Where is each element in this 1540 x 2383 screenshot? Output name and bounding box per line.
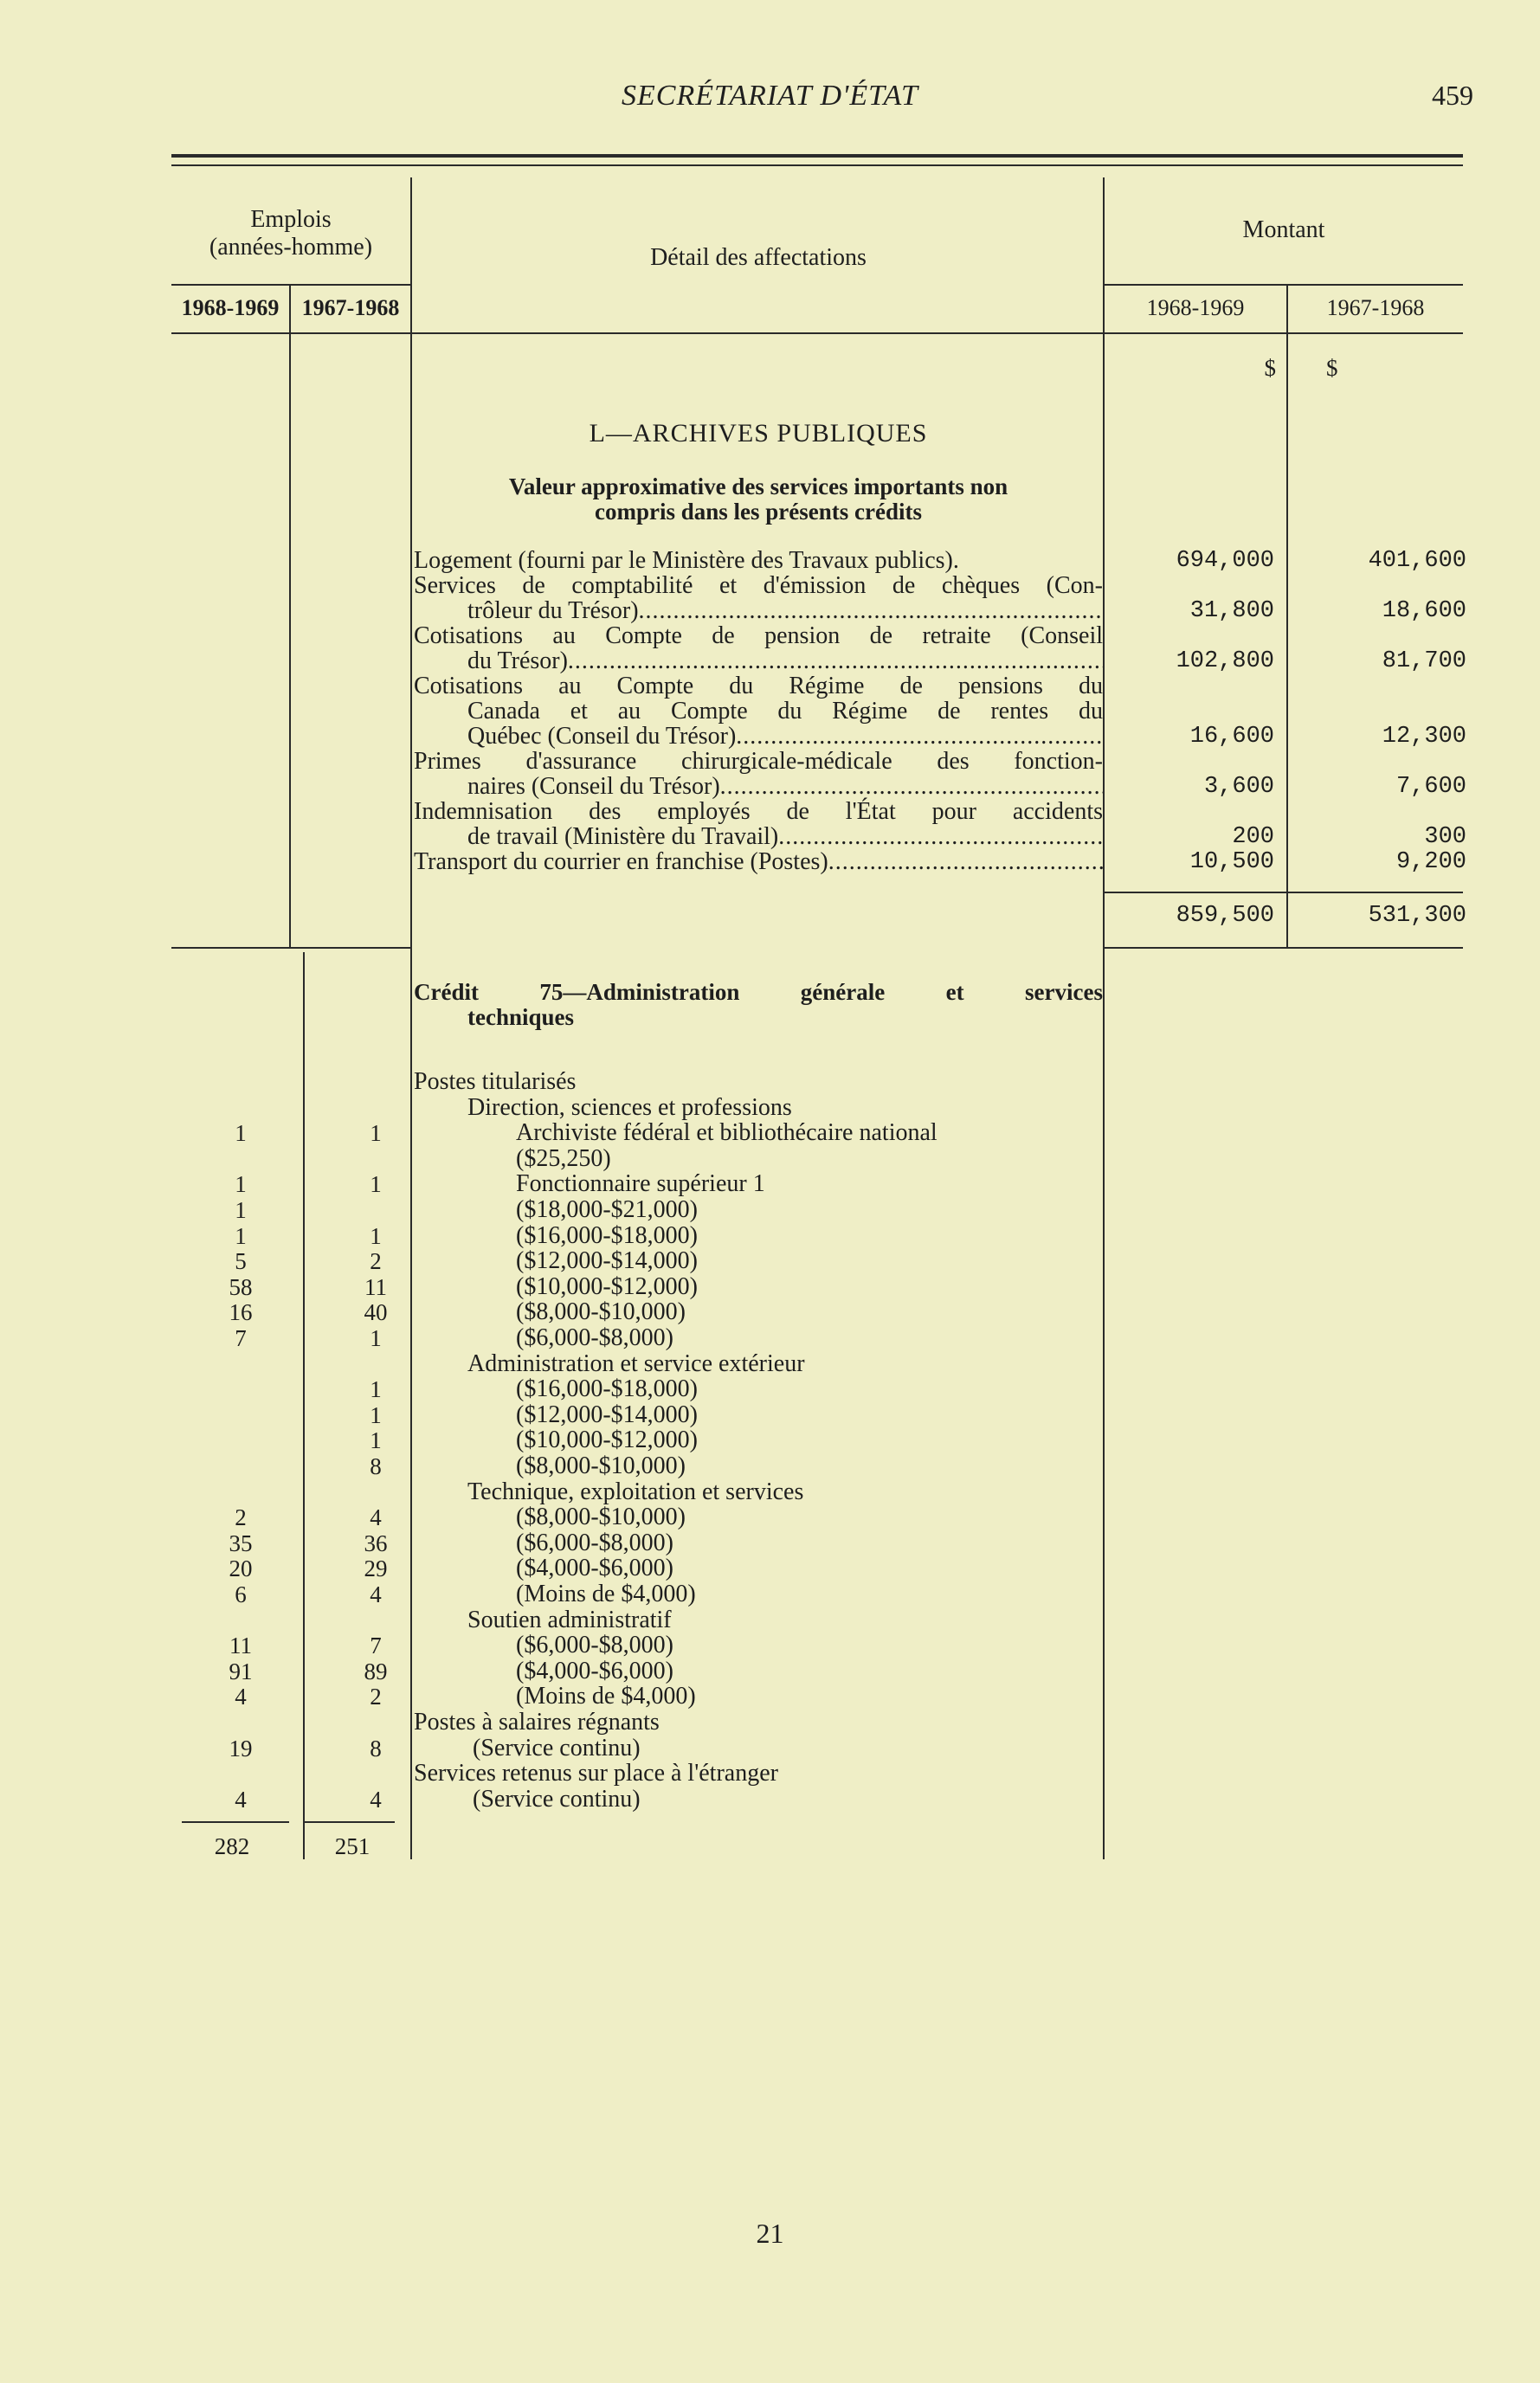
s2-row-emplois-1967: 7 — [370, 1633, 382, 1658]
s2-row-emplois-1968: 1 — [235, 1120, 247, 1146]
s1-end-rule-montant — [1105, 947, 1463, 949]
s2-row-emplois-1967: 1 — [370, 1171, 382, 1197]
s2-row-text: ($4,000-$6,000) — [516, 1658, 673, 1684]
emplois-header-rule — [171, 284, 410, 286]
s2-row-text: ($18,000-$21,000) — [516, 1196, 698, 1223]
s1-item-mail-l1: Transport du courrier en franchise (Postes) — [414, 848, 828, 875]
s1-total-1967: 531,300 — [1368, 903, 1466, 929]
s1-item-housing-amount-1967: 401,600 — [1368, 548, 1466, 574]
s2-row-text: ($4,000-$6,000) — [516, 1555, 673, 1581]
s2-row-emplois-1968: 91 — [229, 1658, 253, 1684]
page-footer-marker: 21 — [756, 2218, 784, 2249]
s2-row-emplois-1968: 5 — [235, 1248, 247, 1274]
s2-row-text: ($6,000-$8,000) — [516, 1324, 673, 1351]
s1-item-cpp-qpp-l3: Québec (Conseil du Trésor) — [467, 723, 737, 750]
s1-item-pension-l1: Cotisations au Compte de pension de retraite (Conseil — [414, 622, 1103, 649]
sep-emplois-years — [289, 286, 291, 949]
s2-row-text: (Service continu) — [473, 1786, 641, 1813]
s2-row-text: ($10,000-$12,000) — [516, 1273, 698, 1300]
s1-total-1968: 859,500 — [1176, 903, 1274, 929]
section1-title: L—ARCHIVES PUBLIQUES — [589, 419, 928, 448]
s2-row-text: ($6,000-$8,000) — [516, 1530, 673, 1556]
currency-1967: $ — [1326, 355, 1338, 381]
s2-row-emplois-1967: 89 — [364, 1658, 388, 1684]
s2-row-text: Fonctionnaire supérieur 1 — [516, 1170, 765, 1197]
s2-row-emplois-1967: 36 — [364, 1530, 388, 1556]
section1-subtitle-1: Valeur approximative des services importants non — [508, 473, 1008, 499]
emplois-header — [171, 206, 410, 261]
section2-title-1: Crédit 75—Administration générale et services — [414, 979, 1103, 1005]
s1-item-medical-l1: Primes d'assurance chirurgicale-médicale des fonction- — [414, 748, 1103, 775]
s2-row-emplois-1967: 1 — [370, 1402, 382, 1428]
s2-row-text: Postes à salaires régnants — [414, 1709, 660, 1736]
s1-item-medical-amount-1967: 7,600 — [1395, 774, 1466, 800]
s2-row-emplois-1967: 1 — [370, 1325, 382, 1351]
s1-item-pension — [414, 623, 1103, 673]
s2-row-text: (Service continu) — [473, 1735, 641, 1761]
s2-row-text: Administration et service extérieur — [467, 1350, 805, 1377]
header-bottom-rule — [171, 332, 1463, 334]
s2-row-emplois-1967: 2 — [370, 1684, 382, 1710]
s2-row-text: ($8,000-$10,000) — [516, 1452, 686, 1479]
section1-subtitle-2: compris dans les présents crédits — [595, 499, 922, 525]
emplois-subtitle: (années-homme) — [209, 234, 373, 261]
s2-row-text: Services retenus sur place à l'étranger — [414, 1760, 778, 1787]
s2-row-emplois-1967: 1 — [370, 1376, 382, 1402]
s2-row-emplois-1967: 4 — [370, 1787, 382, 1813]
s2-row-text: ($8,000-$10,000) — [516, 1298, 686, 1325]
s2-row-emplois-1967: 8 — [370, 1453, 382, 1479]
s2-row-text: ($12,000-$14,000) — [516, 1247, 698, 1274]
s2-row-emplois-1967: 29 — [364, 1555, 388, 1581]
s2-total-1968: 282 — [214, 1833, 250, 1859]
s2-row-emplois-1967: 2 — [370, 1248, 382, 1274]
emplois-year-1967: 1967-1968 — [301, 295, 400, 320]
s1-item-medical — [414, 749, 1103, 799]
s1-item-medical-l2: naires (Conseil du Trésor) — [467, 773, 720, 800]
s1-item-mail — [414, 849, 1103, 874]
s1-item-compensation-l1: Indemnisation des employés de l'État pour accidents — [414, 798, 1103, 825]
s2-row-text: (Moins de $4,000) — [516, 1581, 696, 1607]
s1-item-housing-amount-1968: 694,000 — [1176, 548, 1274, 574]
section2-title-2: techniques — [467, 1004, 575, 1030]
s1-item-compensation-amount-1968: 200 — [1232, 824, 1274, 850]
s2-row-emplois-1968: 16 — [229, 1299, 253, 1325]
s1-end-rule-emplois — [171, 947, 410, 949]
page-header-title: SECRÉTARIAT D'ÉTAT — [622, 80, 918, 112]
s2-total-1967: 251 — [334, 1833, 371, 1859]
s1-item-accounting-amount-1967: 18,600 — [1382, 598, 1466, 624]
s1-item-cpp-qpp-l1: Cotisations au Compte du Régime de pensions du — [414, 673, 1103, 699]
s2-row-emplois-1968: 2 — [235, 1504, 247, 1530]
montant-header: Montant — [1242, 216, 1325, 243]
montant-year-1968: 1968-1969 — [1146, 295, 1245, 320]
s2-total-rule-1968 — [182, 1821, 289, 1823]
s2-row-text: Soutien administratif — [467, 1607, 672, 1633]
sep-emplois-detail — [410, 177, 412, 1859]
montant-header-rule — [1105, 284, 1463, 286]
s2-row-emplois-1968: 4 — [235, 1684, 247, 1710]
s1-item-cpp-qpp-l2: Canada et au Compte du Régime de rentes du — [467, 698, 1103, 725]
page-number: 459 — [1432, 80, 1473, 111]
s1-item-compensation-amount-1967: 300 — [1424, 824, 1466, 850]
s2-row-emplois-1968: 1 — [235, 1197, 247, 1223]
s2-row-emplois-1968: 6 — [235, 1581, 247, 1607]
s2-row-text: ($12,000-$14,000) — [516, 1401, 698, 1428]
s2-row-emplois-1967: 4 — [370, 1581, 382, 1607]
montant-year-1967: 1967-1968 — [1326, 295, 1425, 320]
s2-row-emplois-1968: 1 — [235, 1171, 247, 1197]
s2-row-text: ($8,000-$10,000) — [516, 1504, 686, 1530]
s2-row-emplois-1967: 40 — [364, 1299, 388, 1325]
s2-row-text: ($16,000-$18,000) — [516, 1375, 698, 1402]
s2-row-emplois-1967: 1 — [370, 1223, 382, 1249]
s1-item-accounting-l1: Services de comptabilité et d'émission de chèques (Con- — [414, 572, 1103, 599]
emplois-year-1968: 1968-1969 — [181, 295, 280, 320]
s2-row-text: Technique, exploitation et services — [467, 1478, 804, 1505]
s2-row-text: ($25,250) — [516, 1145, 611, 1172]
s2-row-emplois-1967: 1 — [370, 1427, 382, 1453]
s1-item-housing-l1: Logement (fourni par le Ministère des Travaux publics). — [414, 547, 959, 574]
s1-total-rule — [1105, 892, 1463, 893]
s1-item-compensation-l2: de travail (Ministère du Travail) — [467, 823, 779, 850]
s1-item-cpp-qpp-amount-1967: 12,300 — [1382, 724, 1466, 750]
sep-s2-emplois-years — [303, 952, 305, 1859]
s1-item-pension-l2: du Trésor) — [467, 647, 568, 674]
s2-row-text: ($6,000-$8,000) — [516, 1632, 673, 1658]
s2-row-text: Archiviste fédéral et bibliothécaire national — [516, 1119, 938, 1146]
top-rule-thin — [171, 164, 1463, 166]
s1-item-accounting-amount-1968: 31,800 — [1189, 598, 1274, 624]
s1-item-cpp-qpp-amount-1968: 16,600 — [1189, 724, 1274, 750]
s2-row-text: (Moins de $4,000) — [516, 1683, 696, 1710]
s1-item-housing — [414, 548, 1103, 573]
s1-item-mail-amount-1968: 10,500 — [1189, 849, 1274, 875]
s2-row-text: ($16,000-$18,000) — [516, 1222, 698, 1249]
s1-item-mail-amount-1967: 9,200 — [1395, 849, 1466, 875]
s1-item-compensation — [414, 799, 1103, 849]
s2-row-emplois-1968: 1 — [235, 1223, 247, 1249]
currency-1968: $ — [1264, 355, 1276, 381]
s2-row-emplois-1968: 7 — [235, 1325, 247, 1351]
s2-row-emplois-1968: 35 — [229, 1530, 253, 1556]
detail-header: Détail des affectations — [650, 244, 867, 271]
sep-detail-montant — [1103, 177, 1105, 1859]
s2-row-text: Direction, sciences et professions — [467, 1094, 792, 1121]
s2-total-rule-1967 — [305, 1821, 395, 1823]
s2-row-emplois-1968: 58 — [229, 1274, 253, 1300]
s1-item-medical-amount-1968: 3,600 — [1203, 774, 1274, 800]
s2-row-text: Postes titularisés — [414, 1068, 577, 1095]
s2-row-emplois-1967: 8 — [370, 1736, 382, 1761]
emplois-title: Emplois — [250, 206, 332, 233]
s2-row-emplois-1968: 20 — [229, 1555, 253, 1581]
s2-row-emplois-1967: 1 — [370, 1120, 382, 1146]
s2-row-emplois-1968: 19 — [229, 1736, 253, 1761]
s2-row-emplois-1967: 4 — [370, 1504, 382, 1530]
s1-item-pension-amount-1968: 102,800 — [1176, 648, 1274, 674]
s1-item-pension-amount-1967: 81,700 — [1382, 648, 1466, 674]
s1-item-accounting — [414, 573, 1103, 623]
s2-row-emplois-1968: 11 — [229, 1633, 252, 1658]
s2-row-text: ($10,000-$12,000) — [516, 1427, 698, 1453]
top-rule-thick — [171, 154, 1463, 158]
s2-row-emplois-1968: 4 — [235, 1787, 247, 1813]
s1-item-accounting-l2: trôleur du Trésor) — [467, 597, 639, 624]
s2-row-emplois-1967: 11 — [364, 1274, 387, 1300]
s1-item-cpp-qpp — [414, 673, 1103, 749]
